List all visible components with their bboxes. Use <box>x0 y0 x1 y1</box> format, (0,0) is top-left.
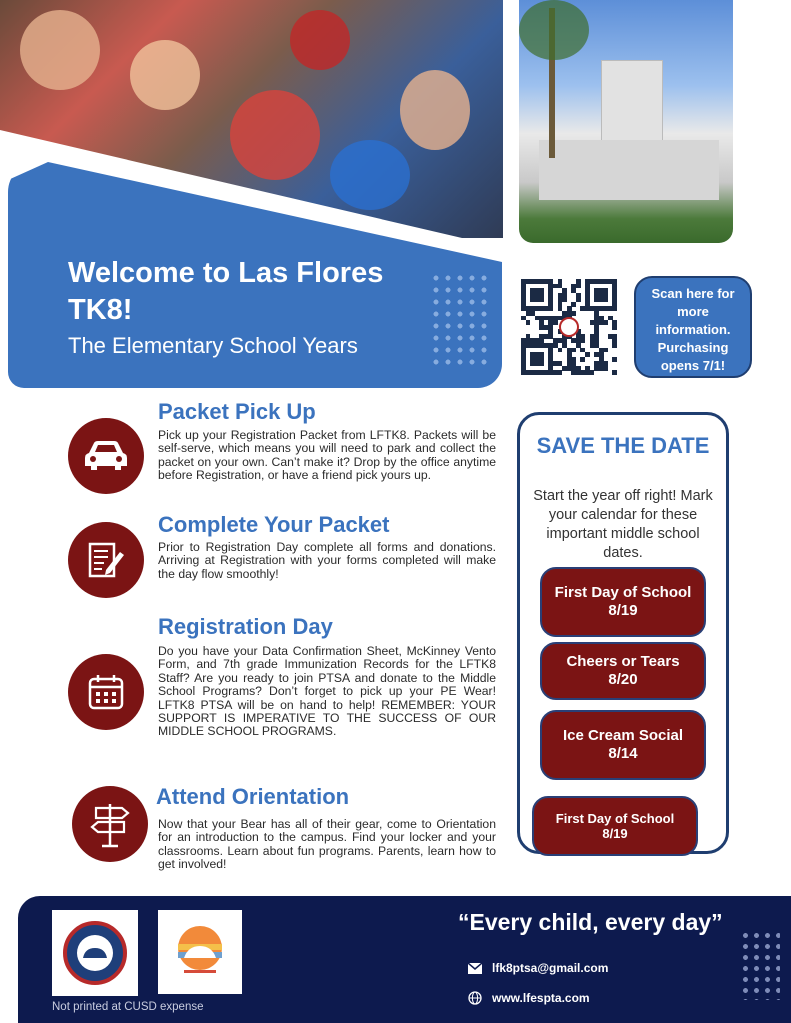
dot-pattern-decoration <box>430 272 490 368</box>
qr-module <box>590 370 595 375</box>
event-date: 8/19 <box>602 826 628 841</box>
step-title-complete-packet: Complete Your Packet <box>158 512 390 537</box>
qr-module <box>558 370 563 375</box>
qr-module <box>539 297 544 302</box>
school-building-photo <box>519 0 733 243</box>
save-the-date-intro: Start the year off right! Mark your calendar for these important middle school dates. <box>533 488 713 561</box>
print-disclaimer: Not printed at CUSD expense <box>52 1001 204 1013</box>
qr-module <box>603 348 608 353</box>
email-contact[interactable] <box>468 960 608 976</box>
step-text-complete-packet: Prior to Registration Day complete all forms and donations. Arriving at Registration with your forms completed will make the day flow smoothly! <box>158 540 496 581</box>
qr-module <box>612 325 617 330</box>
calendar-icon <box>68 654 144 730</box>
qr-module <box>548 306 553 311</box>
website-text: www.lfespta.com <box>492 991 590 1005</box>
event-ice-cream-social <box>540 710 706 780</box>
qr-module <box>553 320 558 325</box>
qr-module <box>558 348 563 353</box>
email-text: lfk8ptsa@gmail.com <box>492 961 609 975</box>
footer-quote: “Every child, every day” <box>458 909 723 935</box>
event-name: First Day of School <box>554 584 692 601</box>
event-name: Ice Cream Social <box>562 727 684 744</box>
qr-module <box>580 338 585 343</box>
step-title-packet-pick-up: Packet Pick Up <box>158 399 316 424</box>
envelope-icon <box>468 963 482 974</box>
qr-module <box>585 352 590 357</box>
event-name: First Day of School <box>555 811 675 826</box>
qr-module <box>576 297 581 302</box>
globe-icon <box>468 991 482 1005</box>
step-title-registration-day: Registration Day <box>158 614 333 639</box>
event-first-day <box>540 567 706 637</box>
better-together-logo <box>158 910 242 994</box>
step-title-attend-orientation: Attend Orientation <box>156 784 350 809</box>
qr-module <box>580 357 585 362</box>
qr-module <box>571 348 576 353</box>
step-text-registration-day: Do you have your Data Confirmation Sheet, McKinney Vento Form, and 7th grade Immunization Records for the LFTK8 Staff? Are you ready to join PTSA and donate to the Middle School Programs? Don’t forget to pick up your PE Wear! LFTK8 PTSA will be on hand to help! REMEMBER: YOUR SUPPORT IS IMPERATIVE TO THE SUCCESS OF OUR MIDDLE SCHOOL PROGRAMS. <box>158 644 496 739</box>
qr-module <box>571 302 576 307</box>
signpost-icon <box>72 786 148 862</box>
form-pencil-icon <box>68 522 144 598</box>
qr-module <box>612 370 617 375</box>
qr-module <box>603 297 608 302</box>
step-text-packet-pick-up: Pick up your Registration Packet from LFTK8. Packets will be self-serve, which means you will need to park and collect the packet on your own. Can’t make it? Drop by the office anytime before Registration, or have a friend pick yours up. <box>158 428 496 483</box>
qr-module <box>612 357 617 362</box>
car-icon <box>68 418 144 494</box>
ptsa-logo <box>52 910 138 996</box>
qr-module <box>526 320 531 325</box>
event-name: Cheers or Tears <box>566 653 680 670</box>
event-first-day-repeat <box>532 796 698 856</box>
welcome-subtitle: The Elementary School Years <box>68 333 358 358</box>
qr-module <box>562 297 567 302</box>
qr-module <box>612 306 617 311</box>
event-date: 8/20 <box>608 671 638 688</box>
scan-info-box: Scan here for more information. Purchasing opens 7/1! <box>634 276 752 378</box>
event-date: 8/14 <box>608 745 638 762</box>
event-cheers-or-tears <box>540 642 706 700</box>
qr-module <box>612 343 617 348</box>
qr-module <box>603 366 608 371</box>
qr-module <box>539 361 544 366</box>
qr-module <box>603 320 608 325</box>
qr-code[interactable] <box>521 279 617 375</box>
welcome-title: Welcome to Las Flores TK8! <box>68 257 384 326</box>
ptsa-seal-icon <box>559 317 579 337</box>
footer-dot-decoration <box>740 930 780 1000</box>
qr-module <box>571 311 576 316</box>
event-date: 8/19 <box>608 602 638 619</box>
qr-module <box>576 284 581 289</box>
step-text-attend-orientation: Now that your Bear has all of their gear, come to Orientation for an introduction to the campus. Find your locker and your classrooms. Learn about fun programs. Parents, learn how to get involved! <box>158 817 496 872</box>
save-the-date-title: SAVE THE DATE <box>536 433 710 458</box>
website-link[interactable] <box>468 990 590 1006</box>
